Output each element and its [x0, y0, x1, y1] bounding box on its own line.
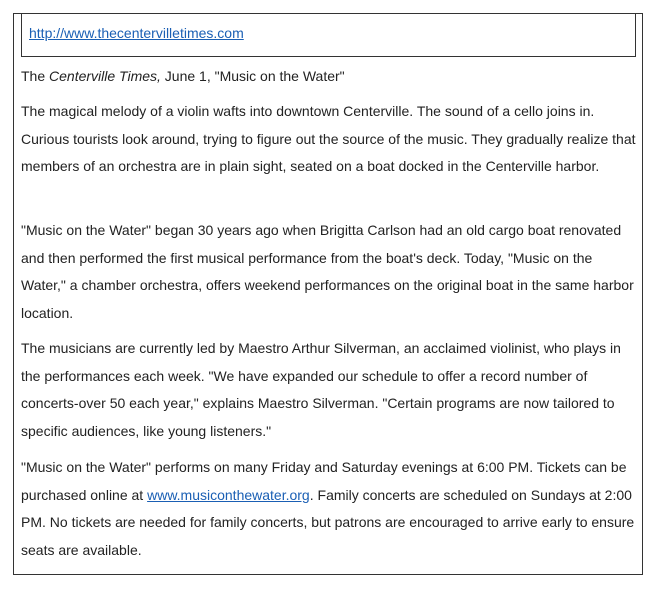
- article-paragraph-4: [21, 454, 641, 564]
- tickets-link[interactable]: www.musiconthewater.org: [147, 486, 310, 503]
- source-line: [21, 66, 345, 86]
- article-paragraph-1: The magical melody of a violin wafts into downtown Centerville. The sound of a cello joins in. Curious tourists look around, trying to figure out the source of the music. They gradually realize that members of an orchestra are in plain sight, seated on a boat docked in the Centerville harbor.: [21, 103, 636, 175]
- website-link[interactable]: http://www.thecentervilletimes.com: [29, 25, 244, 41]
- paragraph-4-text-after: . Family concerts are scheduled on Sundays at 2:00 PM. No tickets are needed for family concerts, but patrons are encouraged to arrive early to ensure seats are available.: [21, 486, 635, 558]
- article-paragraph-3: The musicians are currently led by Maestro Arthur Silverman, an acclaimed violinist, who plays in the performances each week. "We have expanded our schedule to offer a record number of concerts-over 50 each year," explains Maestro Silverman. "Certain programs are now tailored to specific audiences, like young listeners.": [21, 340, 621, 439]
- paragraph-4-text-before: "Music on the Water" performs on many Friday and Saturday evenings at 6:00 PM. Tickets can be purchased online at: [21, 459, 627, 503]
- source-date-title: June 1, "Music on the Water": [160, 68, 345, 84]
- article-paragraph-2: "Music on the Water" began 30 years ago when Brigitta Carlson had an old cargo boat renovated and then performed the first musical performance from the boat's deck. Today, "Music on the Water," a chamber orchestra, offers weekend performances on the original boat in the same harbor location.: [21, 222, 634, 321]
- publication-name: Centerville Times,: [49, 68, 161, 84]
- source-prefix: The: [21, 68, 50, 84]
- url-box: [21, 13, 636, 57]
